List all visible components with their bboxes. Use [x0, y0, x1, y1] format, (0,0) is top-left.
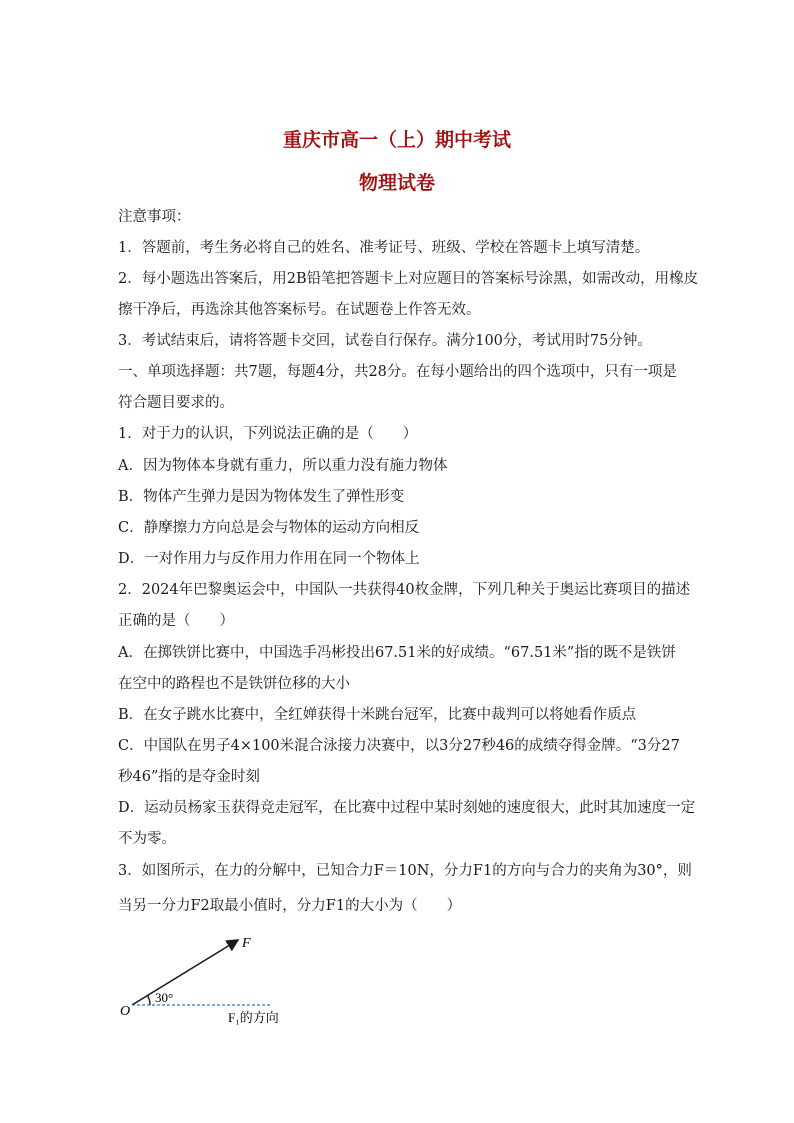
q2-option-a-cont: 在空中的路程也不是铁饼位移的大小	[118, 676, 350, 692]
force-vector-arrow	[132, 940, 238, 1005]
q2-option-c: C．中国队在男子4×100米混合泳接力决赛中，以3分27秒46的成绩夺得金牌。“3分27	[118, 738, 680, 754]
section-heading-cont: 符合题目要求的。	[118, 395, 234, 411]
q3-stem: 3．如图所示，在力的分解中，已知合力F＝10N，分力F1的方向与合力的夹角为30°，则	[118, 863, 692, 879]
exam-subtitle: 物理试卷	[358, 172, 435, 194]
q2-option-c-cont: 秒46”指的是夺金时刻	[118, 769, 260, 785]
note-line: 2．每小题选出答案后，用2B铅笔把答题卡上对应题目的答案标号涂黑，如需改动，用橡皮	[118, 271, 699, 287]
q2-option-b: B．在女子跳水比赛中，全红婵获得十米跳台冠军，比赛中裁判可以将她看作质点	[118, 707, 637, 723]
angle-label: 30°	[155, 990, 174, 1005]
origin-label: O	[120, 1004, 131, 1019]
q2-option-a: A．在掷铁饼比赛中，中国选手冯彬投出67.51米的好成绩。“67.51米”指的既不是铁饼	[118, 645, 676, 661]
note-line: 3．考试结束后，请将答题卡交回，试卷自行保存。满分100分，考试用时75分钟。	[118, 333, 652, 349]
q2-stem-cont: 正确的是（ ）	[118, 613, 234, 629]
q2-option-d: D．运动员杨家玉获得竞走冠军，在比赛中过程中某时刻她的速度很大，此时其加速度一定	[118, 800, 696, 816]
q1-stem: 1．对于力的认识，下列说法正确的是（ ）	[118, 426, 418, 442]
q3-stem-cont: 当另一分力F2取最小值时，分力F1的大小为（ ）	[118, 898, 462, 914]
q2-option-d-cont: 不为零。	[118, 831, 176, 847]
note-line: 1．答题前，考生务必将自己的姓名、准考证号、班级、学校在答题卡上填写清楚。	[118, 240, 650, 256]
exam-title: 重庆市高一（上）期中考试	[282, 129, 511, 151]
notes-heading: 注意事项：	[118, 209, 191, 225]
section-heading: 一、单项选择题：共7题，每题4分，共28分。在每小题给出的四个选项中，只有一项是	[118, 364, 677, 380]
note-line: 擦干净后，再选涂其他答案标号。在试题卷上作答无效。	[118, 302, 481, 318]
force-diagram	[110, 925, 310, 1035]
q1-option-a: A．因为物体本身就有重力，所以重力没有施力物体	[118, 458, 448, 474]
force-label: F	[242, 936, 251, 951]
q2-stem: 2．2024年巴黎奥运会中，中国队一共获得40枚金牌，下列几种关于奥运比赛项目的描述	[118, 582, 691, 598]
angle-arc	[148, 996, 151, 1005]
q1-option-c: C．静摩擦力方向总是会与物体的运动方向相反	[118, 520, 420, 536]
q1-option-b: B．物体产生弹力是因为物体发生了弹性形变	[118, 489, 405, 505]
f1-direction-label: F₁的方向	[228, 1010, 279, 1025]
q1-option-d: D．一对作用力与反作用力作用在同一个物体上	[118, 551, 420, 567]
